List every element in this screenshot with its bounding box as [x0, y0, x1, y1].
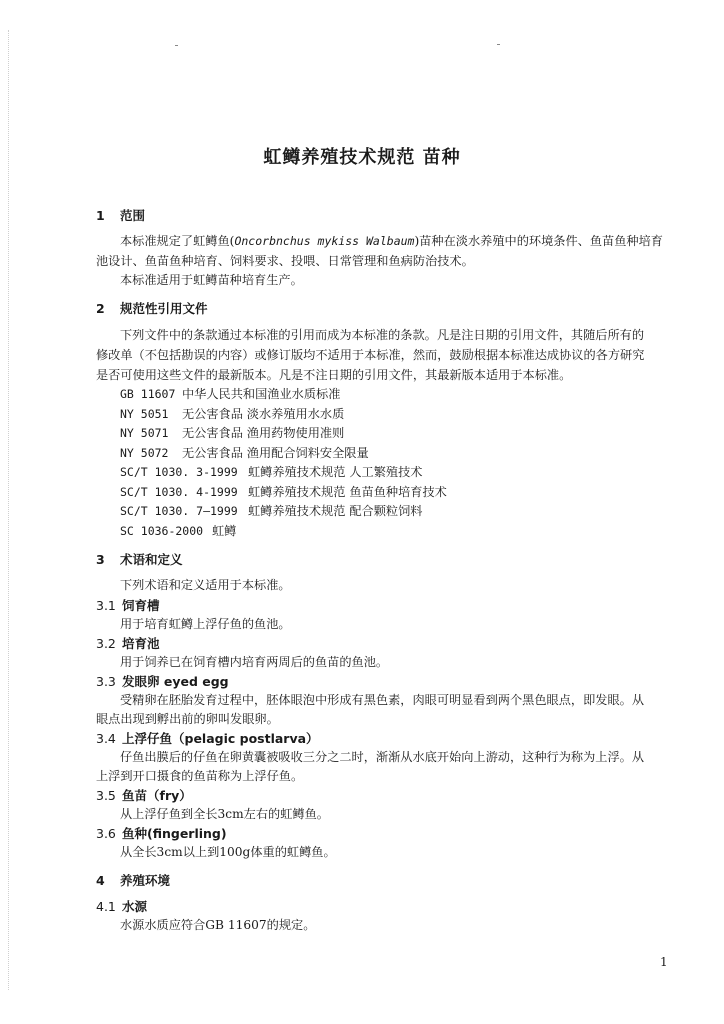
term-definition: 从全长3cm以上到100g体重的虹鳟鱼。 [120, 845, 336, 859]
term-heading: 3.3 发眼卵 eyed egg [96, 674, 229, 689]
reference-item: SC/T 1030. 7—1999 虹鳟养殖技术规范 配合颗粒饲料 [120, 504, 423, 518]
section-4-1-heading: 4.1 水源 [96, 899, 148, 914]
term-heading: 3.6 鱼种(fingerling) [96, 826, 227, 841]
section-1-paragraph-1-line-2: 池设计、鱼苗鱼种培育、饲料要求、投喂、日常管理和鱼病防治技术。 [96, 254, 474, 268]
term-definition: 用于培育虹鳟上浮仔鱼的鱼池。 [120, 617, 291, 631]
term-heading: 3.4 上浮仔鱼（pelagic postlarva） [96, 731, 319, 746]
reference-item: NY 5071 无公害食品 渔用药物使用准则 [120, 426, 345, 440]
scan-speck [497, 44, 500, 45]
reference-item: SC/T 1030. 3-1999 虹鳟养殖技术规范 人工繁殖技术 [120, 465, 423, 479]
term-heading: 3.2 培育池 [96, 636, 160, 651]
reference-item: NY 5051 无公害食品 淡水养殖用水水质 [120, 407, 345, 421]
section-4-1-paragraph: 水源水质应符合GB 11607的规定。 [120, 918, 316, 932]
reference-item: NY 5072 无公害食品 渔用配合饲料安全限量 [120, 446, 369, 460]
section-2-paragraph-line-1: 下列文件中的条款通过本标准的引用而成为本标准的条款。凡是注日期的引用文件，其随后所有的 [120, 328, 645, 342]
reference-item: SC/T 1030. 4-1999 虹鳟养殖技术规范 鱼苗鱼种培育技术 [120, 485, 447, 499]
term-definition-line-2: 上浮到开口摄食的鱼苗称为上浮仔鱼。 [96, 769, 304, 783]
section-1-paragraph-2: 本标准适用于虹鳟苗种培育生产。 [120, 273, 303, 287]
section-4-heading: 4 养殖环境 [96, 873, 171, 888]
scan-edge-line [8, 30, 9, 990]
section-2-heading: 2 规范性引用文件 [96, 301, 208, 316]
section-2-paragraph-line-3: 是否可使用这些文件的最新版本。凡是不注日期的引用文件，其最新版本适用于本标准。 [96, 368, 572, 382]
term-definition: 受精卵在胚胎发育过程中，胚体眼泡中形成有黑色素，肉眼可明显看到两个黑色眼点，即发眼。从 [120, 693, 645, 707]
term-definition: 仔鱼出膜后的仔鱼在卵黄囊被吸收三分之二时，渐渐从水底开始向上游动，这种行为称为上浮。从 [120, 750, 645, 764]
section-3-intro: 下列术语和定义适用于本标准。 [120, 578, 291, 592]
term-heading: 3.1 饲育槽 [96, 598, 160, 613]
reference-item: GB 11607 中华人民共和国渔业水质标准 [120, 387, 341, 401]
term-definition: 从上浮仔鱼到全长3cm左右的虹鳟鱼。 [120, 807, 329, 821]
reference-item: SC 1036-2000 虹鳟 [120, 524, 237, 538]
section-1-paragraph-1: 本标准规定了虹鳟鱼(Oncorbnchus mykiss Walbaum)苗种在淡水养殖中的环境条件、鱼苗鱼种培育 [120, 234, 663, 248]
term-definition-line-2: 眼点出现到孵出前的卵叫发眼卵。 [96, 712, 279, 726]
section-3-heading: 3 术语和定义 [96, 552, 183, 567]
page-number: 1 [660, 955, 668, 969]
term-heading: 3.5 鱼苗（fry） [96, 788, 192, 803]
scan-speck [175, 45, 178, 46]
section-2-paragraph-line-2: 修改单（不包括勘误的内容）或修订版均不适用于本标准，然而，鼓励根据本标准达成协议的各方研究 [96, 348, 645, 362]
term-definition: 用于饲养已在饲育槽内培育两周后的鱼苗的鱼池。 [120, 655, 389, 669]
section-1-heading: 1 范围 [96, 208, 146, 223]
document-title: 虹鳟养殖技术规范 苗种 [263, 147, 461, 168]
